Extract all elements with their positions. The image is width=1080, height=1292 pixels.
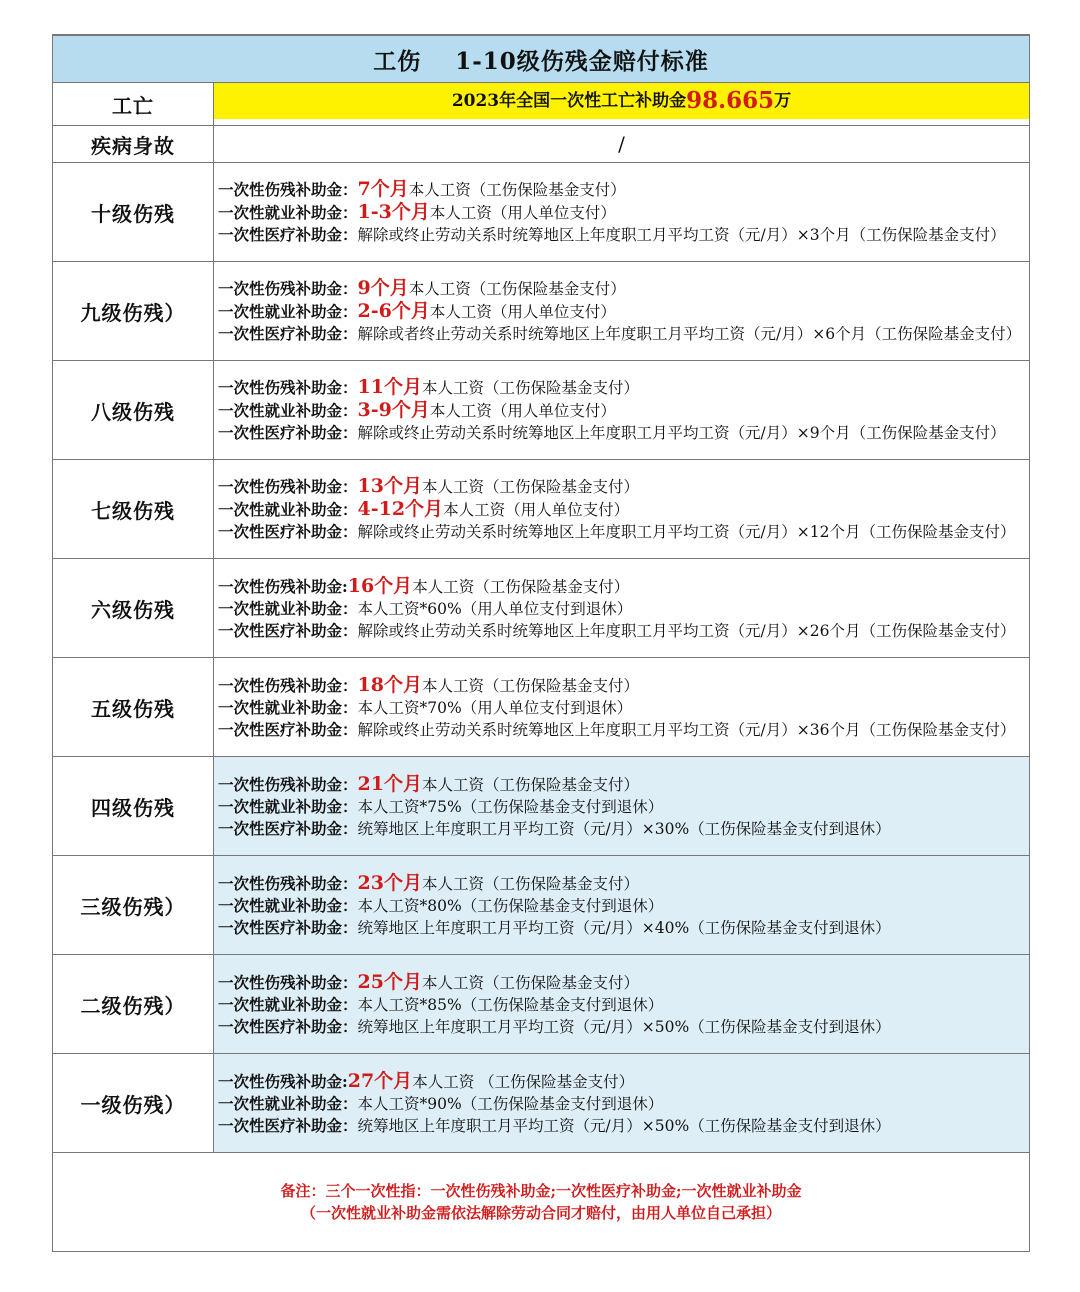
benefit-line — [218, 598, 1025, 620]
benefit-name: 一次性就业补助金： — [218, 796, 358, 816]
benefit-months: 27个月 — [347, 1069, 413, 1092]
table-row — [53, 1054, 1029, 1153]
gongwang-suffix: 万 — [774, 91, 792, 111]
grade-label: 六级伤残 — [53, 559, 214, 657]
grade-details — [214, 856, 1029, 954]
gongwang-amount: 98.665 — [686, 87, 775, 114]
benefit-months: 1-3个月 — [357, 201, 430, 223]
benefit-line — [218, 422, 1025, 444]
benefit-name: 一次性医疗补助金： — [218, 324, 358, 343]
benefit-line — [218, 697, 1025, 719]
benefit-line — [218, 323, 1025, 345]
benefit-description: 本人工资*90%（工伤保险基金支付到退休） — [357, 1094, 664, 1113]
row-label: 工亡 — [53, 83, 214, 125]
benefit-description: 本人工资（工伤保险基金支付） — [412, 577, 630, 596]
benefit-name: 一次性伤残补助金： — [218, 774, 358, 794]
grade-details — [214, 757, 1029, 855]
benefit-line — [218, 475, 1025, 498]
benefit-line — [218, 1070, 1025, 1093]
benefit-name: 一次性医疗补助金： — [218, 620, 358, 640]
jibing-value: / — [618, 132, 625, 156]
benefit-description: 本人工资（用人单位支付） — [429, 303, 616, 321]
benefit-months: 11个月 — [357, 376, 422, 398]
benefit-description: 本人工资（用人单位支付） — [443, 501, 630, 519]
benefit-months: 4-12个月 — [357, 498, 444, 520]
benefit-name: 一次性就业补助金： — [218, 1093, 358, 1113]
grade-details — [214, 955, 1029, 1053]
benefit-line — [218, 224, 1025, 246]
table-row — [53, 955, 1029, 1054]
benefit-description: 解除或终止劳动关系时统筹地区上年度职工月平均工资（元/月）×26个月（工伤保险基金支付） — [357, 621, 1016, 640]
grade-label: 二级伤残） — [53, 955, 214, 1053]
benefit-name: 一次性医疗补助金： — [218, 917, 358, 937]
grade-details — [214, 163, 1029, 261]
table-row — [53, 163, 1029, 262]
benefit-name: 一次性伤残补助金： — [218, 378, 358, 397]
benefit-line — [218, 399, 1025, 422]
benefit-description: 本人工资 （工伤保险基金支付） — [412, 1072, 635, 1091]
grade-label: 三级伤残） — [53, 856, 214, 954]
benefit-name: 一次性医疗补助金： — [218, 522, 358, 541]
benefit-line — [218, 1093, 1025, 1115]
benefit-months: 13个月 — [357, 475, 422, 497]
benefit-line — [218, 521, 1025, 543]
benefit-description: 统筹地区上年度职工月平均工资（元/月）×30%（工伤保险基金支付到退休） — [357, 819, 891, 838]
benefit-name: 一次性就业补助金： — [218, 895, 358, 915]
benefit-description: 本人工资（工伤保险基金支付） — [421, 973, 639, 992]
row-gongwang — [53, 83, 1029, 126]
benefit-line — [218, 818, 1025, 840]
gongwang-prefix: 2023年全国一次性工亡补助金 — [451, 91, 687, 111]
benefit-months: 23个月 — [357, 871, 422, 894]
table-row — [53, 262, 1029, 361]
benefit-description: 本人工资（工伤保险基金支付） — [408, 280, 626, 298]
benefit-line — [218, 1115, 1025, 1137]
benefit-name: 一次性医疗补助金： — [218, 719, 358, 739]
benefit-name: 一次性就业补助金： — [218, 302, 358, 321]
benefit-name: 一次性就业补助金： — [218, 697, 358, 717]
grade-details — [214, 1054, 1029, 1152]
table-row — [53, 460, 1029, 559]
grade-rows — [53, 163, 1029, 1153]
grade-details — [214, 559, 1029, 657]
benefit-name: 一次性伤残补助金: — [218, 576, 348, 596]
table-row — [53, 856, 1029, 955]
benefit-description: 本人工资*70%（用人单位支付到退休） — [357, 698, 633, 717]
benefit-months: 9个月 — [357, 277, 409, 299]
benefit-description: 本人工资（工伤保险基金支付） — [408, 181, 626, 199]
benefit-name: 一次性伤残补助金： — [218, 477, 358, 496]
grade-label: 五级伤残 — [53, 658, 214, 756]
benefit-line — [218, 376, 1025, 399]
benefit-name: 一次性伤残补助金： — [218, 180, 358, 199]
benefit-name: 一次性医疗补助金： — [218, 1115, 358, 1135]
grade-details — [214, 658, 1029, 756]
benefit-description: 本人工资（工伤保险基金支付） — [421, 676, 639, 695]
row-jibing — [53, 126, 1029, 163]
benefit-name: 一次性医疗补助金： — [218, 818, 358, 838]
benefit-line — [218, 1016, 1025, 1038]
grade-label: 八级伤残 — [53, 361, 214, 459]
benefit-line — [218, 719, 1025, 741]
grade-label: 九级伤残） — [53, 262, 214, 360]
remark — [53, 1153, 1029, 1251]
benefit-description: 解除或终止劳动关系时统筹地区上年度职工月平均工资（元/月）×36个月（工伤保险基金支付） — [357, 720, 1016, 739]
benefit-months: 7个月 — [357, 178, 409, 200]
benefit-line — [218, 917, 1025, 939]
benefit-description: 解除或者终止劳动关系时统筹地区上年度职工月平均工资（元/月）×6个月（工伤保险基金支付） — [357, 325, 1022, 343]
benefit-line — [218, 895, 1025, 917]
benefit-line — [218, 300, 1025, 323]
benefit-line — [218, 674, 1025, 697]
benefit-months: 3-9个月 — [357, 399, 430, 421]
benefit-name: 一次性伤残补助金： — [218, 279, 358, 298]
title-part1: 工伤 — [373, 47, 422, 75]
remark-line2: （一次性就业补助金需依法解除劳动合同才赔付，由用人单位自己承担） — [300, 1204, 781, 1222]
benefit-description: 本人工资*85%（工伤保险基金支付到退休） — [357, 995, 664, 1014]
benefit-line — [218, 277, 1025, 300]
benefit-line — [218, 201, 1025, 224]
benefit-name: 一次性伤残补助金： — [218, 972, 358, 992]
benefit-name: 一次性医疗补助金： — [218, 225, 358, 244]
benefit-name: 一次性就业补助金： — [218, 598, 358, 618]
benefit-name: 一次性医疗补助金： — [218, 423, 358, 442]
benefit-months: 25个月 — [357, 970, 422, 993]
benefit-line — [218, 178, 1025, 201]
table-row — [53, 757, 1029, 856]
benefit-name: 一次性就业补助金： — [218, 401, 358, 420]
table-row — [53, 361, 1029, 460]
benefit-name: 一次性就业补助金： — [218, 500, 358, 519]
benefit-line — [218, 796, 1025, 818]
benefit-description: 本人工资*80%（工伤保险基金支付到退休） — [357, 896, 664, 915]
benefit-description: 本人工资（工伤保险基金支付） — [421, 775, 639, 794]
benefit-description: 本人工资（工伤保险基金支付） — [421, 874, 639, 893]
row-label: 疾病身故 — [53, 126, 214, 162]
benefit-line — [218, 498, 1025, 521]
table-title — [53, 34, 1029, 83]
benefit-line — [218, 620, 1025, 642]
benefit-line — [218, 872, 1025, 895]
benefit-line — [218, 994, 1025, 1016]
benefit-name: 一次性就业补助金： — [218, 994, 358, 1014]
grade-details — [214, 262, 1029, 360]
grade-label: 十级伤残 — [53, 163, 214, 261]
benefit-description: 本人工资*60%（用人单位支付到退休） — [357, 599, 633, 618]
benefit-description: 解除或终止劳动关系时统筹地区上年度职工月平均工资（元/月）×3个月（工伤保险基金支付） — [357, 226, 1006, 244]
benefit-name: 一次性伤残补助金: — [218, 1071, 348, 1091]
benefit-description: 统筹地区上年度职工月平均工资（元/月）×50%（工伤保险基金支付到退休） — [357, 1017, 891, 1036]
benefit-description: 统筹地区上年度职工月平均工资（元/月）×50%（工伤保险基金支付到退休） — [357, 1116, 891, 1135]
benefit-description: 解除或终止劳动关系时统筹地区上年度职工月平均工资（元/月）×12个月（工伤保险基金支付） — [357, 523, 1016, 541]
benefit-months: 21个月 — [357, 772, 422, 795]
benefit-name: 一次性伤残补助金： — [218, 873, 358, 893]
table-row — [53, 658, 1029, 757]
benefit-name: 一次性医疗补助金： — [218, 1016, 358, 1036]
table-row — [53, 559, 1029, 658]
benefit-description: 本人工资*75%（工伤保险基金支付到退休） — [357, 797, 664, 816]
benefit-name: 一次性就业补助金： — [218, 203, 358, 222]
benefit-line — [218, 971, 1025, 994]
grade-details — [214, 460, 1029, 558]
benefit-months: 16个月 — [347, 574, 413, 597]
benefit-description: 本人工资（工伤保险基金支付） — [421, 478, 639, 496]
benefit-line — [218, 575, 1025, 598]
benefit-description: 本人工资（用人单位支付） — [429, 402, 616, 420]
benefit-months: 2-6个月 — [357, 300, 430, 322]
compensation-table — [52, 34, 1030, 1252]
gongwang-value — [214, 83, 1029, 119]
benefit-months: 18个月 — [357, 673, 422, 696]
benefit-description: 解除或终止劳动关系时统筹地区上年度职工月平均工资（元/月）×9个月（工伤保险基金支付） — [357, 424, 1006, 442]
title-part2: 1-10级伤残金赔付标准 — [455, 47, 709, 75]
benefit-line — [218, 773, 1025, 796]
benefit-description: 本人工资（工伤保险基金支付） — [421, 379, 639, 397]
remark-line1: 备注：三个一次性指：一次性伤残补助金;一次性医疗补助金;一次性就业补助金 — [280, 1182, 802, 1200]
benefit-description: 统筹地区上年度职工月平均工资（元/月）×40%（工伤保险基金支付到退休） — [357, 918, 891, 937]
grade-details — [214, 361, 1029, 459]
grade-label: 一级伤残） — [53, 1054, 214, 1152]
grade-label: 四级伤残 — [53, 757, 214, 855]
grade-label: 七级伤残 — [53, 460, 214, 558]
benefit-name: 一次性伤残补助金： — [218, 675, 358, 695]
benefit-description: 本人工资（用人单位支付） — [429, 204, 616, 222]
